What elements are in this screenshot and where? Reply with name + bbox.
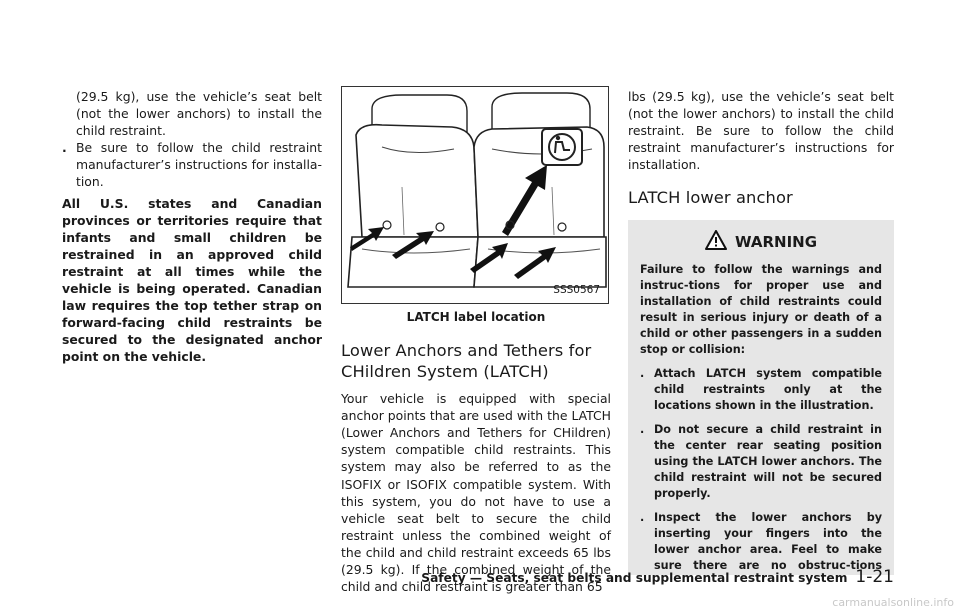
footer-section-title: Safety — Seats, seat belts and supplemental restraint system [421, 571, 848, 585]
warning-box [628, 220, 894, 575]
warning-bullet [640, 510, 882, 576]
left-column [62, 88, 322, 366]
right-column [628, 88, 894, 575]
bullet-text: Be sure to follow the child restraint manufacturer’s instructions for installa-tion. [76, 140, 322, 190]
seat-illustration [342, 87, 608, 303]
page-footer [0, 567, 894, 587]
bullet-dot: . [62, 140, 67, 156]
continuation-text-right: lbs (29.5 kg), use the vehicle’s seat belt (not the lower anchors) to install the child restraint. Be sure to follow the child restraint manufacturer’s instructions for installation. [628, 89, 894, 173]
bullet-dot: . [640, 366, 645, 380]
figure-code: SSS0567 [553, 283, 600, 296]
legal-notice: All U.S. states and Canadian provinces or territories require that infants and small children be restrained in an approved child restraint at all times while the vehicle is being operated. Canadian law requires the top tether strap on forward-facing child restraints be secured to the designated anchor point on the vehicle. [62, 195, 322, 365]
bullet-dot: . [640, 422, 645, 436]
bullet-dot: . [640, 510, 645, 524]
warning-triangle-icon [705, 230, 727, 250]
warning-header [640, 230, 882, 251]
warning-bullet [640, 366, 882, 414]
continuation-text: (29.5 kg), use the vehicle’s seat belt (not the lower anchors) to install the child restraint. [76, 89, 322, 139]
bullet-item [62, 139, 322, 190]
page-number: 1-21 [855, 567, 894, 587]
latch-label-figure [341, 86, 609, 304]
figure-caption: LATCH label location [406, 310, 546, 324]
warning-bullet-text: Do not secure a child restraint in the center rear seating position using the LATCH lower anchors. The child restraint will not be secured properly. [654, 422, 882, 500]
warning-text [640, 262, 882, 576]
watermark: carmanualsonline.info [832, 596, 954, 609]
warning-bullet-text: Inspect the lower anchors by inserting your fingers into the lower anchor area. Feel to make sure there are no obstruc-tions [654, 510, 882, 572]
latch-body-text: Your vehicle is equipped with special anchor points that are used with the LATCH (Lower Anchors and Tethers for CHildren) system compatible child restraints. This system may also be referred to as the ISOFIX or ISOFIX compatible system. With this system, you do not have to use a vehicle seat belt to secure the child restraint unless the combined weight of the child and child restraint exceeds 65 lbs (29.5 kg). If the combined weight of the child and child restraint is greater than 65 [341, 391, 611, 595]
warning-bullet [640, 422, 882, 502]
warning-bullet-text: Attach LATCH system compatible child restraints only at the locations shown in the illustration. [654, 366, 882, 412]
warning-intro: Failure to follow the warnings and instruc-tions for proper use and installation of child restraints could result in serious injury or death of a child or other passengers in a sudden stop or collision: [640, 262, 882, 356]
section-heading-lower-anchor: LATCH lower anchor [628, 188, 793, 208]
middle-column [341, 86, 611, 595]
section-heading-latch: Lower Anchors and Tethers for CHildren System (LATCH) [341, 341, 592, 382]
warning-title: WARNING [734, 233, 818, 252]
